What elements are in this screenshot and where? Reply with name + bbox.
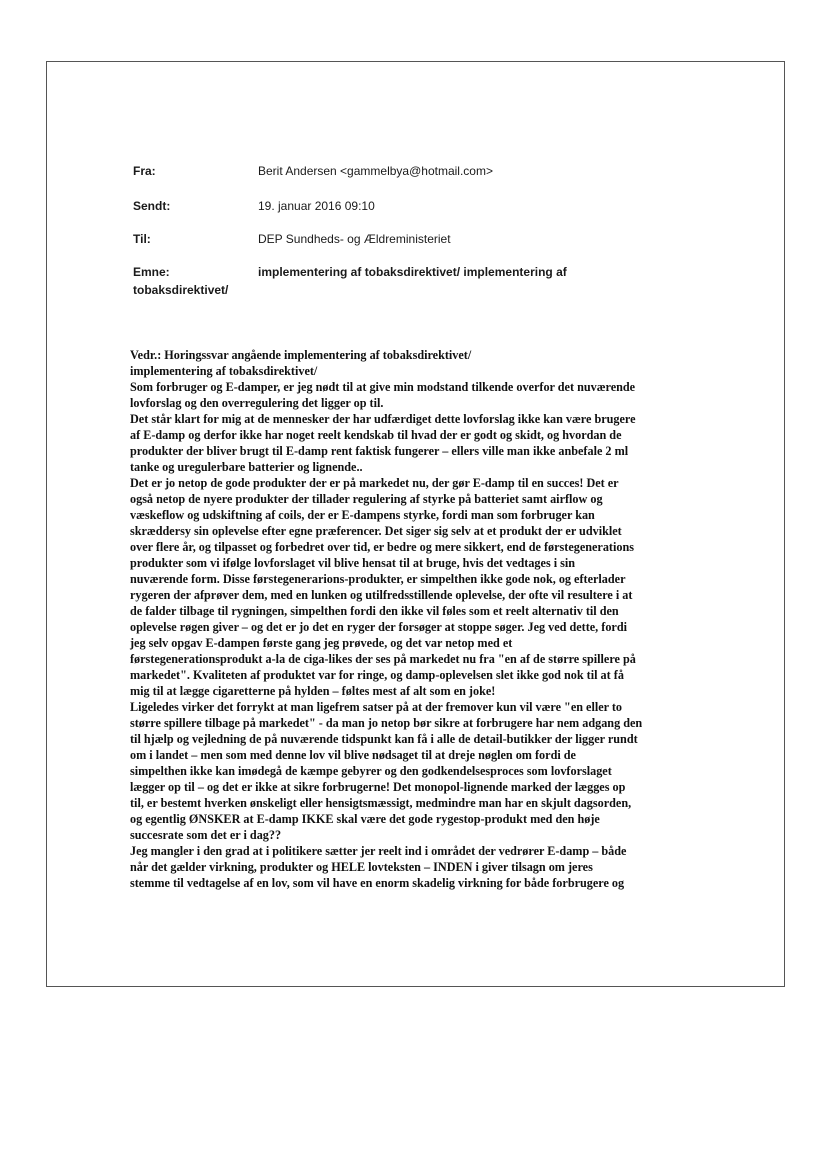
body-line: produkter som vi ifølge lovforslaget vil blive hensat til at bruge, hvis det vedtages i sin [130, 556, 576, 570]
body-line: også netop de nyere produkter der tillader regulering af styrke på batteriet samt airflow og [130, 492, 603, 506]
body-line: Som forbruger og E-damper, er jeg nødt til at give min modstand tilkende overfor det nuværende [130, 380, 636, 394]
body-line: jeg selv opgav E-dampen første gang jeg prøvede, og det var netop med et [130, 636, 513, 650]
sent-label: Sendt: [133, 199, 171, 213]
body-line: over flere år, og tilpasset og forbedret over tid, er bedre og mere sikkert, end de førstegenerations [130, 540, 634, 554]
body-line: produkter der bliver brugt til E-damp rent faktisk fungerer – ellers ville man ikke anbefale 2 ml [130, 444, 629, 458]
body-line: større spillere tilbage på markedet" - da man jo netop bør sikre at forbrugere har nem adgang den [130, 716, 643, 730]
body-line: stemme til vedtagelse af en lov, som vil have en enorm skadelig virkning for både forbrugere og [130, 876, 625, 890]
from-value: Berit Andersen <gammelbya@hotmail.com> [258, 164, 493, 178]
subject-value: implementering af tobaksdirektivet/ implementering af [258, 265, 567, 279]
body-line: simpelthen ikke kan imødegå de kæmpe gebyrer og den godkendelsesproces som lovforslaget [130, 764, 612, 778]
letter-body [130, 347, 670, 891]
body-line: til, er bestemt hverken ønskeligt eller hensigtsmæssigt, medmindre man har en skjult dagsorden, [130, 796, 632, 810]
body-line: Jeg mangler i den grad at i politikere sætter jer reelt ind i området der vedrører E-damp – både [130, 844, 627, 858]
body-line: de falder tilbage til rygningen, simpelthen fordi den ikke vil føles som et reelt alternativ til den [130, 604, 619, 618]
body-line: Det står klart for mig at de mennesker der har udfærdiget dette lovforslag ikke kan være brugere [130, 412, 636, 426]
body-line: markedet". Kvaliteten af produktet var for ringe, og damp-oplevelsen slet ikke god nok til at få [130, 668, 624, 682]
subject-label: Emne: [133, 265, 170, 279]
body-line: til hjælp og vejledning de på nuværende tidspunkt kan få i alle de detail-butikker der ligger rundt [130, 732, 638, 746]
body-line: succesrate som det er i dag?? [130, 828, 282, 842]
body-line: Vedr.: Horingssvar angående implementering af tobaksdirektivet/ [130, 348, 472, 362]
to-value: DEP Sundheds- og Ældreministeriet [258, 232, 451, 246]
body-line: og egentlig ØNSKER at E-damp IKKE skal være det gode rygestop-produkt med den høje [130, 812, 600, 826]
body-line: af E-damp og derfor ikke har noget reelt kendskab til hvad der er godt og skidt, og hvordan de [130, 428, 622, 442]
to-label: Til: [133, 232, 151, 246]
body-line: rygeren der afprøver dem, med en lunken og utilfredsstillende oplevelse, der ofte vil resultere i at [130, 588, 633, 602]
body-line: væskeflow og udskiftning af coils, der er E-dampens styrke, fordi man som forbruger kan [130, 508, 595, 522]
body-line: nuværende form. Disse førstegenerarions-produkter, er simpelthen ikke gode nok, og efterlader [130, 572, 626, 586]
body-line: Ligeledes virker det forrykt at man ligefrem satser på at der fremover kun vil være "en eller to [130, 700, 623, 714]
body-line: førstegenerationsprodukt a-la de ciga-likes der ses på markedet nu fra "en af de større spillere på [130, 652, 636, 666]
body-line: implementering af tobaksdirektivet/ [130, 364, 318, 378]
body-line: oplevelse røgen giver – og det er jo det en ryger der forsøger at stoppe søger. Jeg ved dette, fordi [130, 620, 627, 634]
body-line: Det er jo netop de gode produkter der er på markedet nu, der gør E-damp til en succes! Det er [130, 476, 619, 490]
body-line: lægger op til – og det er ikke at sikre forbrugerne! Det monopol-lignende marked der lægges op [130, 780, 626, 794]
subject-continuation: tobaksdirektivet/ [133, 283, 229, 297]
body-line: når det gælder virkning, produkter og HELE lovteksten – INDEN i giver tilsagn om jeres [130, 860, 593, 874]
body-line: skræddersy sin oplevelse efter egne præferencer. Det siger sig selv at et produkt der er udviklet [130, 524, 622, 538]
from-label: Fra: [133, 164, 156, 178]
body-line: om i landet – men som med denne lov vil blive nødsaget til at dreje nøglen om fordi de [130, 748, 576, 762]
sent-value: 19. januar 2016 09:10 [258, 199, 375, 213]
body-line: mig til at lægge cigaretterne på hylden – føltes mest af alt som en joke! [130, 684, 496, 698]
body-line: tanke og uregulerbare batterier og lignende.. [130, 460, 363, 474]
body-line: lovforslag og den overregulering det ligger op til. [130, 396, 384, 410]
